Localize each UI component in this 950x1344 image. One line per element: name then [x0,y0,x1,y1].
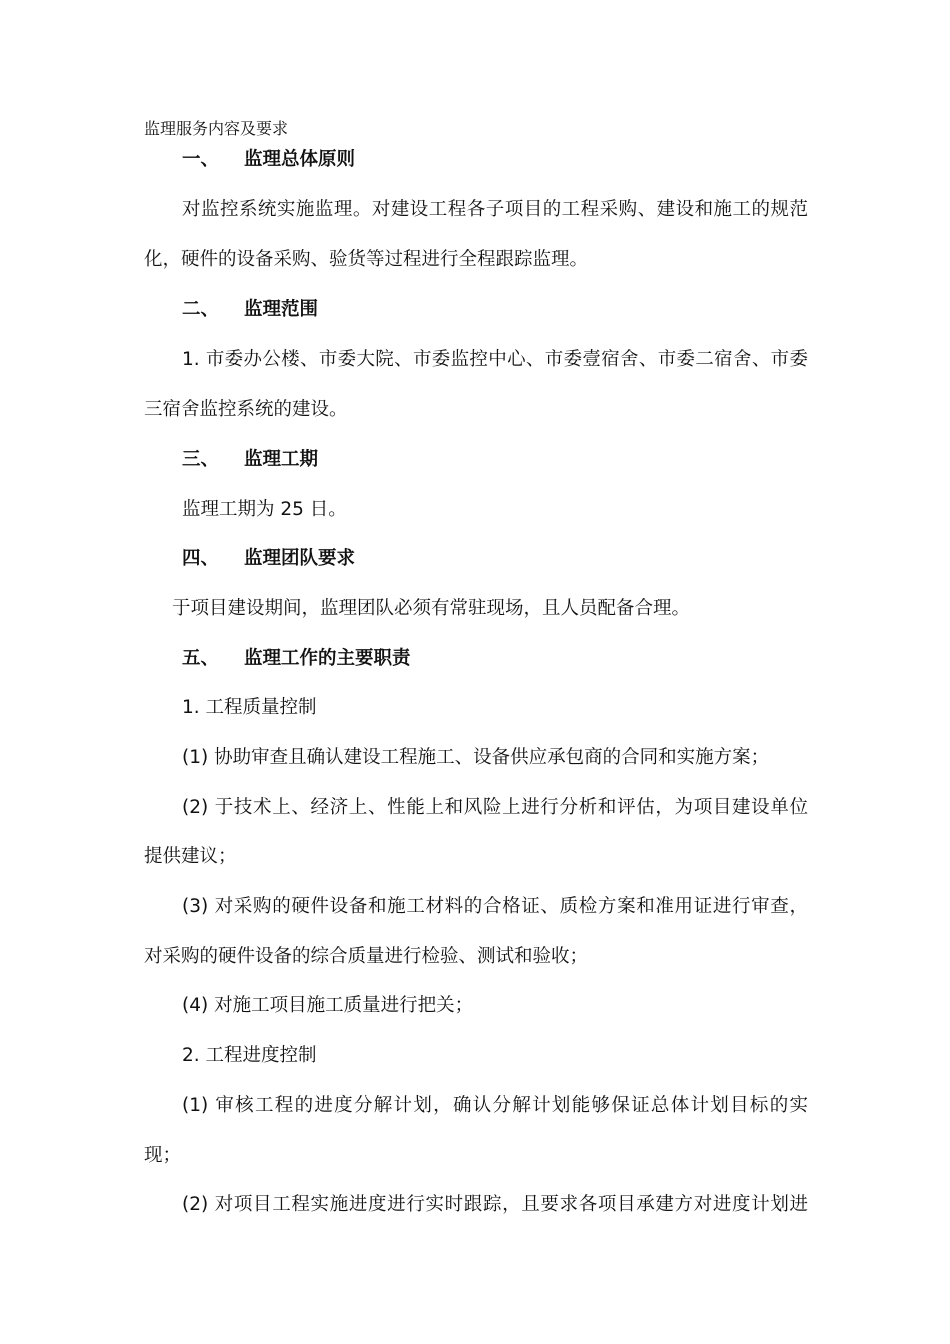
section-number: 三、 [182,449,220,470]
list-item-continuation: 现； [144,1145,182,1166]
list-item: (1) 审核工程的进度分解计划，确认分解计划能够保证总体计划目标的实 [182,1095,808,1116]
section-heading-4 [144,543,846,575]
section-number: 五、 [182,648,220,669]
paragraph-line: 于项目建设期间，监理团队必须有常驻现场，且人员配备合理。 [172,598,691,619]
subsection-title: 1. 工程质量控制 [182,697,317,718]
list-item: (3) 对采购的硬件设备和施工材料的合格证、质检方案和准用证进行审查， [182,896,808,917]
section-title: 监理工期 [244,449,319,470]
section-heading-1 [144,144,846,176]
paragraph-line: 监理工期为 25 日。 [182,499,347,520]
paragraph-line: 三宿舍监控系统的建设。 [144,399,348,420]
list-item: (2) 于技术上、经济上、性能上和风险上进行分析和评估，为项目建设单位 [182,797,808,818]
section-heading-3 [144,444,846,476]
paragraph-line: 1. 市委办公楼、市委大院、市委监控中心、市委壹宿舍、市委二宿舍、市委 [182,349,808,370]
list-item-continuation: 提供建议； [144,846,237,867]
section-number: 一、 [182,149,220,170]
section-title: 监理总体原则 [244,149,356,170]
paragraph-line: 对监控系统实施监理。对建设工程各子项目的工程采购、建设和施工的规范 [182,199,808,220]
section-number: 二、 [182,299,220,320]
document-title: 监理服务内容及要求 [144,119,289,138]
section-heading-2 [144,294,846,326]
paragraph-line: 化，硬件的设备采购、验货等过程进行全程跟踪监理。 [144,249,589,270]
section-heading-5 [144,643,846,675]
section-title: 监理范围 [244,299,319,320]
list-item: (2) 对项目工程实施进度进行实时跟踪，且要求各项目承建方对进度计划进 [182,1194,808,1215]
subsection-title: 2. 工程进度控制 [182,1045,317,1066]
list-item-continuation: 对采购的硬件设备的综合质量进行检验、测试和验收； [144,946,589,967]
list-item: (4) 对施工项目施工质量进行把关； [182,995,474,1016]
section-number: 四、 [182,548,220,569]
list-item: (1) 协助审查且确认建设工程施工、设备供应承包商的合同和实施方案； [182,747,770,768]
section-title: 监理工作的主要职责 [244,648,411,669]
section-title: 监理团队要求 [244,548,356,569]
